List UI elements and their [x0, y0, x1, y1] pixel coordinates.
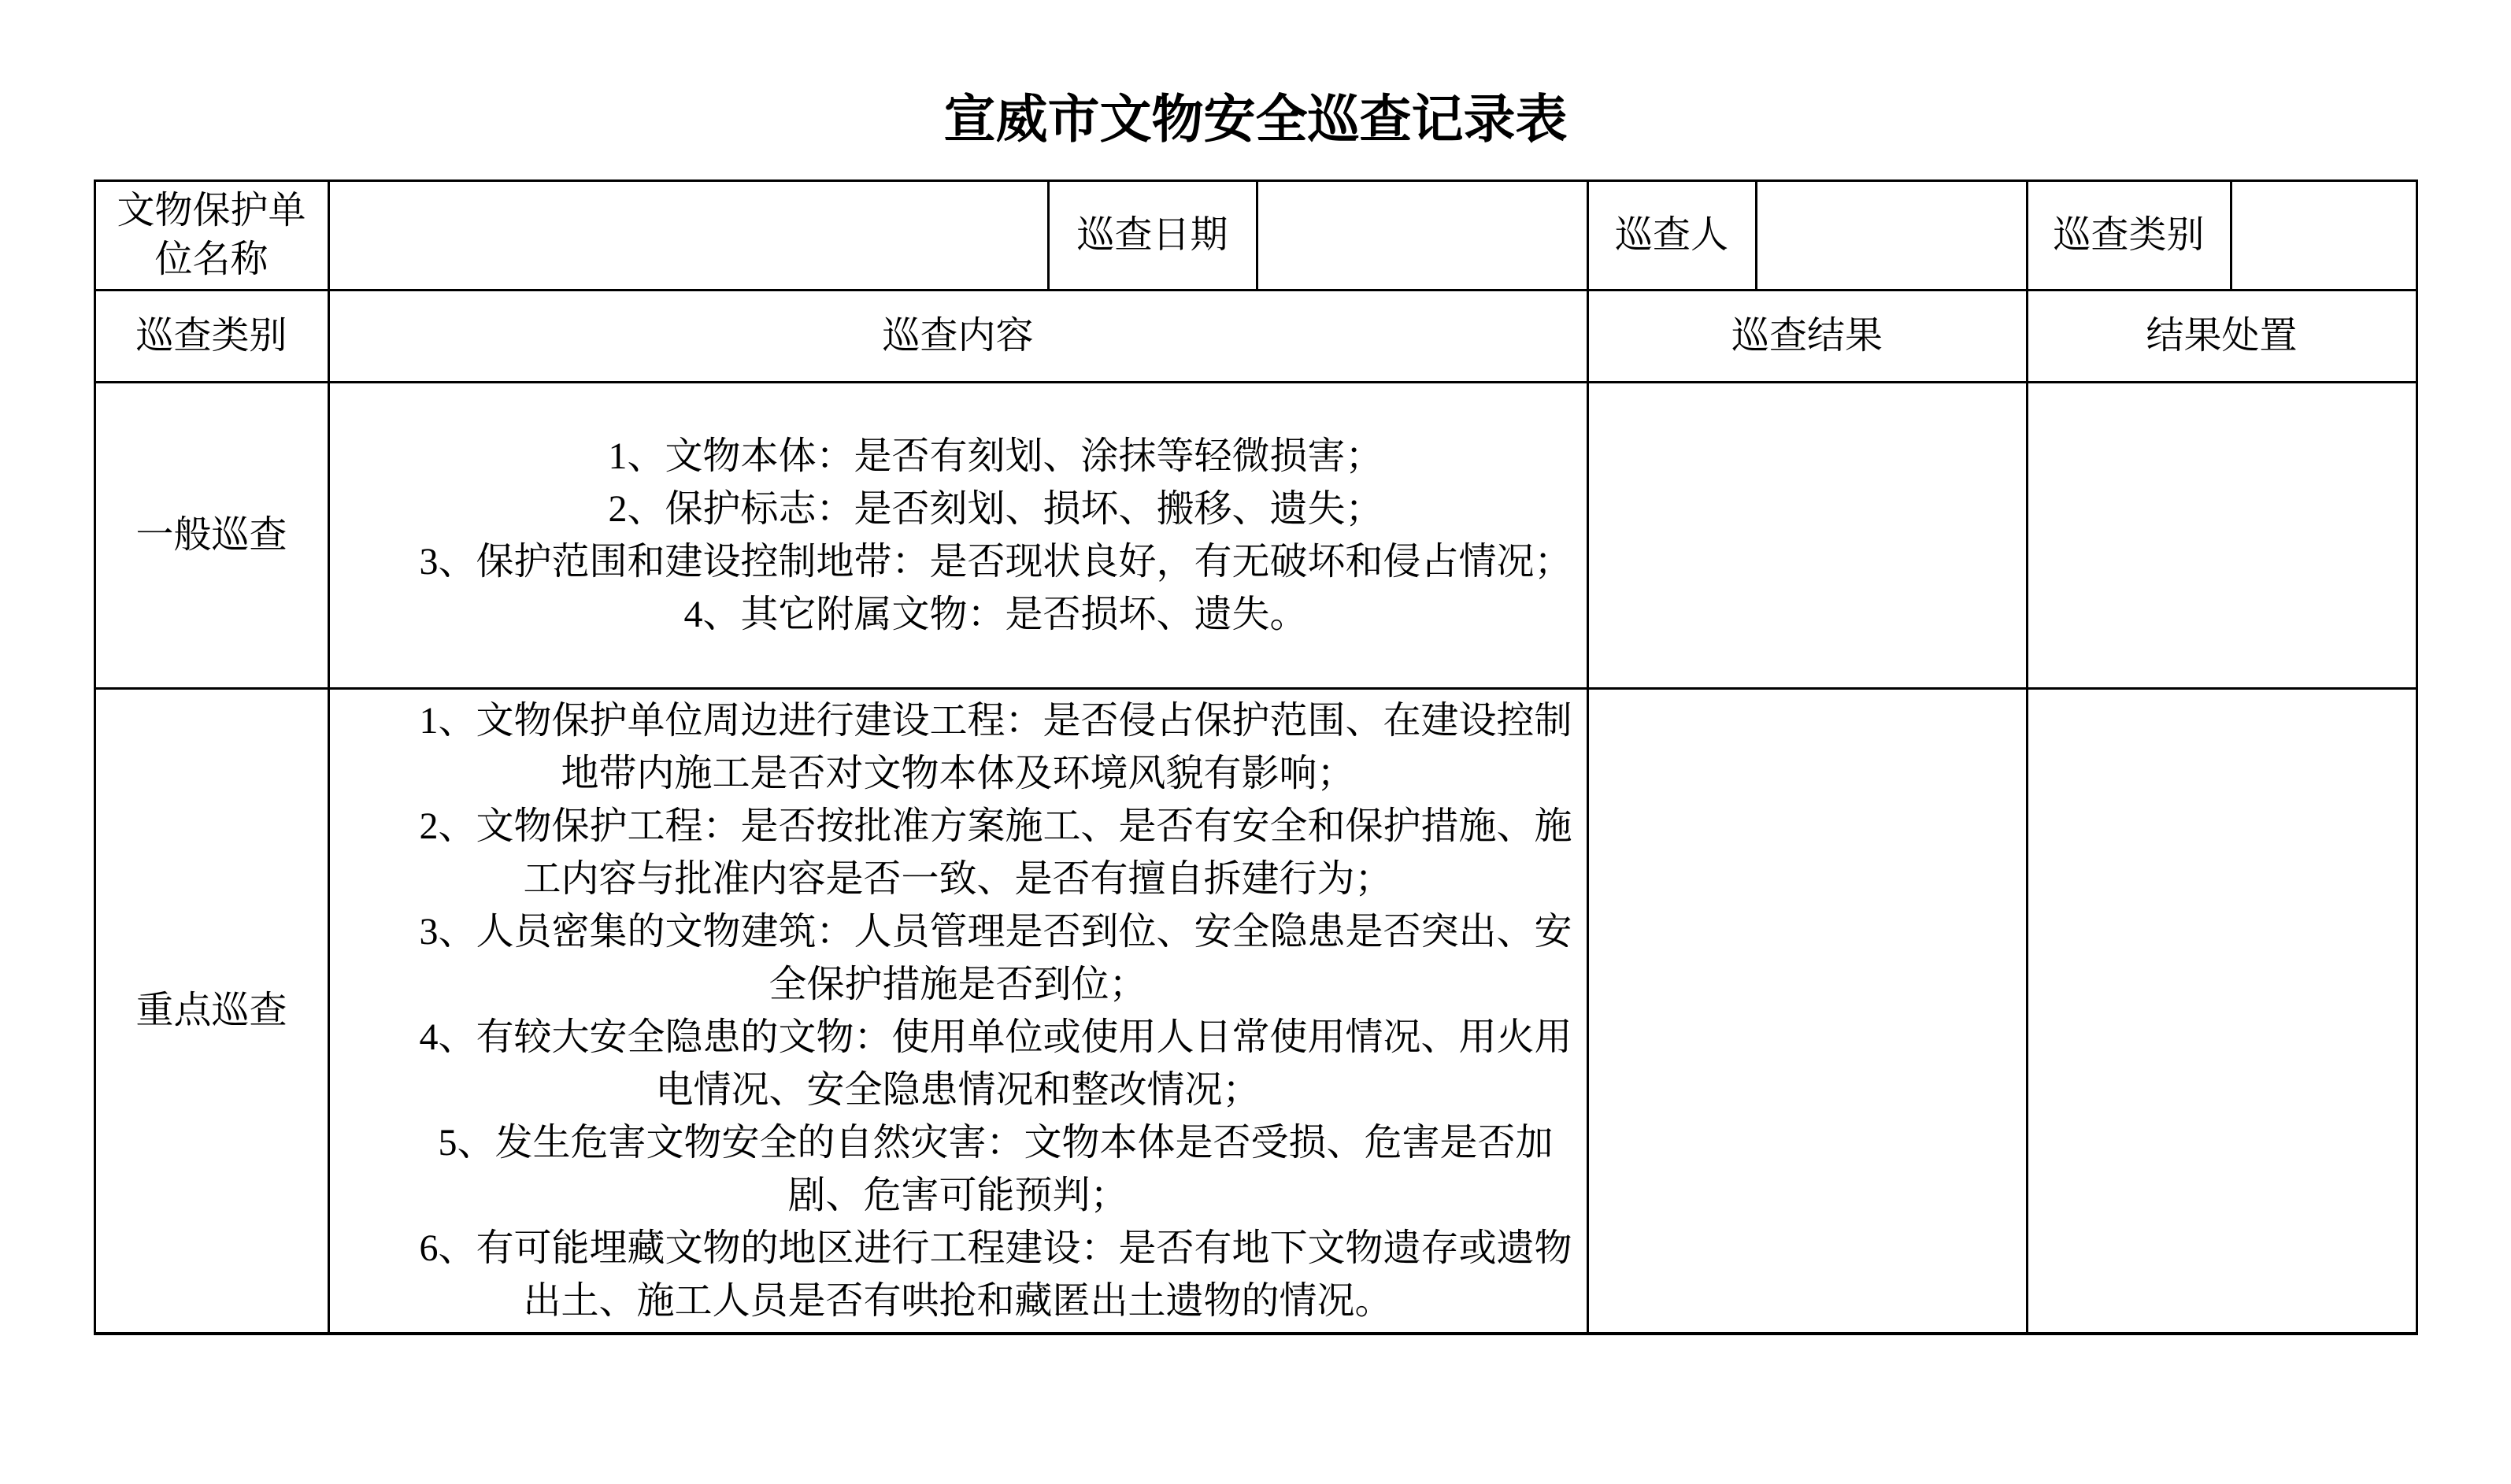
inspection-record-table: [94, 179, 2418, 1335]
key-inspection-label: 重点巡查: [94, 689, 328, 1334]
inspection-item: 6、有可能埋藏文物的地区进行工程建设：是否有地下文物遗存或遗物出土、施工人员是否有哄抢和藏匿出土遗物的情况。: [419, 1227, 1572, 1322]
inspection-date-value-cell: [1257, 181, 1587, 291]
inspector-value-cell: [1756, 181, 2027, 291]
general-inspection-label: 一般巡查: [94, 383, 328, 689]
general-inspection-result-cell: [1587, 383, 2027, 689]
page-title: 宣威市文物安全巡查记录表: [943, 90, 1568, 148]
inspection-item: 4、其它附属文物：是否损坏、遗失。: [683, 594, 1308, 635]
key-inspection-result-cell: [1587, 689, 2027, 1334]
general-inspection-disposition-cell: [2027, 383, 2417, 689]
inspection-item: 2、保护标志：是否刻划、损坏、搬移、遗失；: [608, 488, 1383, 530]
category-label: 巡查类别: [2027, 181, 2231, 291]
inspection-item: 1、文物保护单位周边进行建设工程：是否侵占保护范围、在建设控制地带内施工是否对文物本体及环境风貌有影响；: [419, 700, 1572, 794]
header-result: 巡查结果: [1587, 291, 2027, 383]
header-content: 巡查内容: [328, 291, 1587, 383]
column-header-row: [94, 291, 2417, 383]
inspection-item: 3、保护范围和建设控制地带：是否现状良好，有无破坏和侵占情况；: [419, 541, 1572, 583]
inspection-item: 4、有较大安全隐患的文物：使用单位或使用人日常使用情况、用火用电情况、安全隐患情况和整改情况；: [419, 1016, 1572, 1111]
key-inspection-content: [328, 689, 1587, 1334]
general-inspection-row: [94, 383, 2417, 689]
inspection-item: 3、人员密集的文物建筑：人员管理是否到位、安全隐患是否突出、安全保护措施是否到位；: [419, 911, 1572, 1005]
key-inspection-row: [94, 689, 2417, 1334]
inspection-item: 2、文物保护工程：是否按批准方案施工、是否有安全和保护措施、施工内容与批准内容是否一致、是否有擅自拆建行为；: [419, 805, 1572, 900]
unit-name-label: 文物保护单位名称: [94, 181, 328, 291]
category-value-cell: [2231, 181, 2417, 291]
key-inspection-disposition-cell: [2027, 689, 2417, 1334]
inspection-date-label: 巡查日期: [1048, 181, 1257, 291]
info-row: [94, 181, 2417, 291]
unit-name-value-cell: [328, 181, 1048, 291]
inspection-item: 1、文物本体：是否有刻划、涂抹等轻微损害；: [608, 435, 1383, 477]
inspection-item: 5、发生危害文物安全的自然灾害：文物本体是否受损、危害是否加剧、危害可能预判；: [438, 1122, 1554, 1216]
inspector-label: 巡查人: [1587, 181, 1756, 291]
header-category: 巡查类别: [94, 291, 328, 383]
header-disposition: 结果处置: [2027, 291, 2417, 383]
general-inspection-content: [328, 383, 1587, 689]
